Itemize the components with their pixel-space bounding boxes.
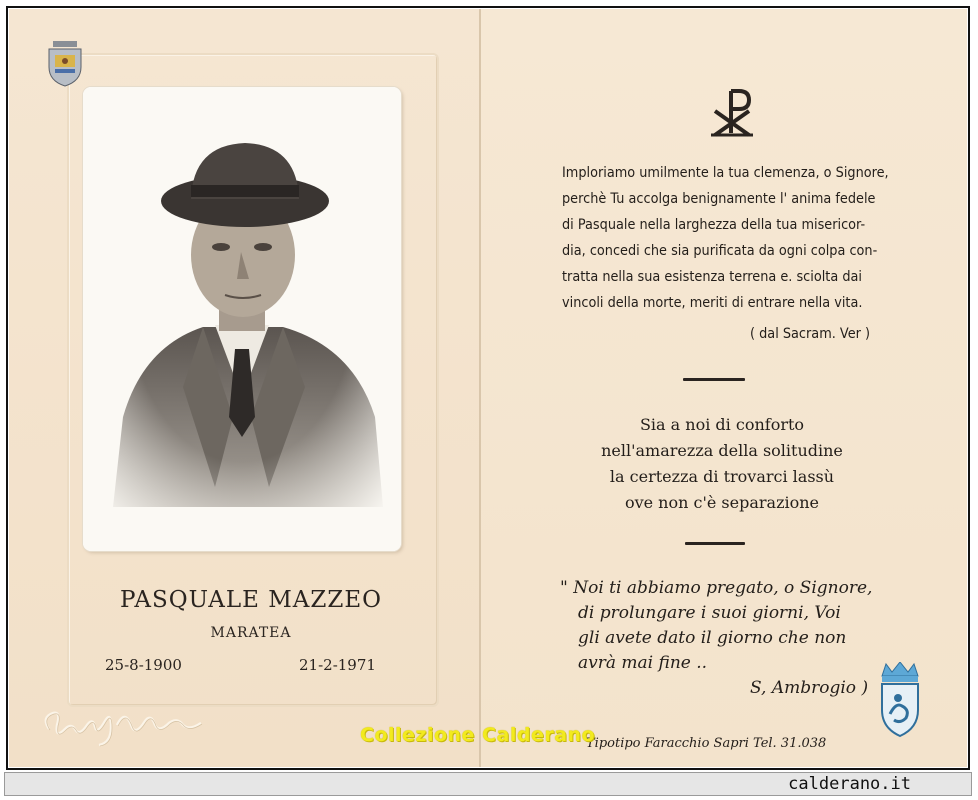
coat-of-arms-icon xyxy=(45,41,85,87)
prayer-line: tratta nella sua esistenza terrena e. sciolta dai xyxy=(562,269,862,285)
comfort-line: ove non c'è separazione xyxy=(624,493,820,512)
deceased-name: PASQUALE MAZZEO xyxy=(119,587,382,613)
prayer-line: vincoli della morte, meriti di entrare nella vita. xyxy=(562,295,863,311)
prayer-source: ( dal Sacram. Ver ) xyxy=(750,326,871,342)
printer-credit: Tipotipo Faracchio Sapri Tel. 31.038 xyxy=(586,736,827,751)
quote-author: S, Ambrogio ) xyxy=(750,678,869,698)
handwritten-signature xyxy=(37,699,207,751)
prayer-text xyxy=(562,160,889,316)
quote-line: di prolungare i suoi giorni, Voi xyxy=(578,603,841,623)
birth-date: 25-8-1900 xyxy=(105,656,182,674)
site-url[interactable]: calderano.it xyxy=(788,774,911,794)
comfort-verse xyxy=(552,412,892,516)
footer-bar xyxy=(4,772,972,796)
place-name: MARATEA xyxy=(210,625,292,641)
quote-text xyxy=(560,576,930,676)
divider xyxy=(685,542,745,545)
comfort-line: la certezza di trovarci lassù xyxy=(609,467,835,486)
quote-line: avrà mai fine .. xyxy=(578,653,708,673)
divider xyxy=(683,378,745,381)
memorial-card xyxy=(9,9,967,767)
left-page xyxy=(9,9,479,767)
portrait-photo xyxy=(83,87,401,551)
quote-line: gli avete dato il giorno che non xyxy=(578,628,847,648)
maratea-coat-of-arms-icon xyxy=(876,662,924,738)
prayer-line: di Pasquale nella larghezza della tua misericor- xyxy=(562,217,866,233)
comfort-line: Sia a noi di conforto xyxy=(639,415,805,434)
collection-watermark: Collezione Calderano xyxy=(360,724,596,746)
comfort-line: nell'amarezza della solitudine xyxy=(601,441,843,460)
quote-line: " Noi ti abbiamo pregato, o Signore, xyxy=(560,578,873,598)
prayer-line: Imploriamo umilmente la tua clemenza, o Signore, xyxy=(562,165,889,181)
prayer-line: perchè Tu accolga benignamente l' anima fedele xyxy=(562,191,876,207)
death-date: 21-2-1971 xyxy=(299,656,376,674)
chi-rho-icon xyxy=(709,87,755,137)
prayer-line: dia, concedi che sia purificata da ogni colpa con- xyxy=(562,243,878,259)
